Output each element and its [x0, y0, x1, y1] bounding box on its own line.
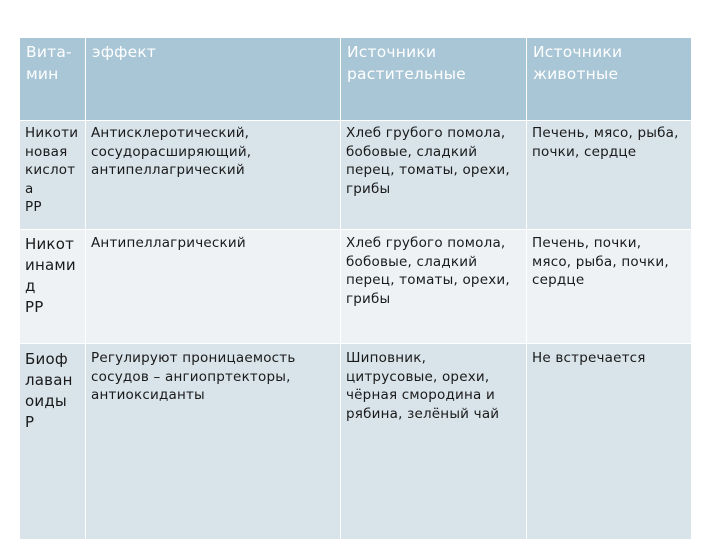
header-effect-text: эффект [92, 43, 157, 61]
plant-text: Хлеб грубого помола, бобовые, сладкий перец, томаты, орехи, грибы [346, 125, 510, 197]
animal-text: Печень, мясо, рыба, почки, сердце [532, 125, 679, 160]
plant-text: Хлеб грубого помола, бобовые, сладкий перец, томаты, орехи, грибы [346, 235, 510, 307]
table-row [20, 344, 692, 540]
table-row [20, 121, 692, 230]
cell-plant [341, 344, 527, 540]
animal-text: Печень, почки, мясо, рыба, почки, сердце [532, 235, 669, 288]
effect-text: Антипеллагрический [91, 235, 246, 251]
vitamin-name: Биоф лаван оиды P [25, 350, 73, 431]
cell-animal [527, 230, 692, 344]
vitamins-table [19, 37, 692, 540]
animal-text: Не встречается [532, 350, 646, 366]
header-vitamin [20, 38, 86, 121]
vitamin-name: Никоти новая кислот а PP [25, 125, 79, 215]
header-effect [86, 38, 341, 121]
effect-text: Регулируют проницаемость сосудов – ангиопртекторы, антиоксиданты [91, 350, 296, 403]
cell-effect [86, 230, 341, 344]
cell-animal [527, 344, 692, 540]
vitamin-name: Никот инами д PP [25, 235, 76, 316]
cell-vitamin [20, 344, 86, 540]
cell-animal [527, 121, 692, 230]
cell-vitamin [20, 230, 86, 344]
table-row [20, 230, 692, 344]
cell-plant [341, 121, 527, 230]
effect-text: Антисклеротический, сосудорасширяющий, антипеллагрический [91, 125, 252, 178]
header-plant-text: Источники растительные [347, 43, 466, 83]
header-plant-sources [341, 38, 527, 121]
header-animal-sources [527, 38, 692, 121]
cell-plant [341, 230, 527, 344]
cell-vitamin [20, 121, 86, 230]
cell-effect [86, 121, 341, 230]
header-animal-text: Источники животные [533, 43, 623, 83]
plant-text: Шиповник, цитрусовые, орехи, чёрная смородина и рябина, зелёный чай [346, 350, 500, 422]
cell-effect [86, 344, 341, 540]
header-vitamin-text: Вита- мин [26, 43, 72, 83]
table-header-row [20, 38, 692, 121]
